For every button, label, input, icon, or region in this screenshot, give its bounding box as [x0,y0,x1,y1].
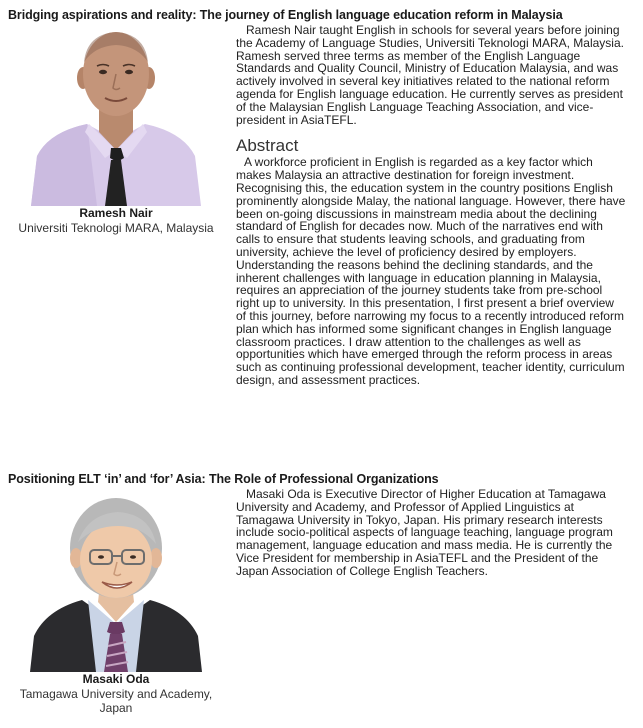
speaker-name: Ramesh Nair [79,206,153,220]
talk-text [236,488,626,578]
speaker-bio: Masaki Oda is Executive Director of Higher Education at Tamagawa University and Academy, and Professor of Applied Linguistics at Tamagawa University in Tokyo, Japan. His primary research interests include socio-political aspects of language teaching, language program management, language education and mass media. He is currently the Vice President for membership in AsiaTEFL and the President of the Japan Association of College English Teachers. [236,487,613,578]
speaker-name: Masaki Oda [82,672,150,686]
talk-text [236,24,626,387]
speaker-card [0,28,232,235]
talk-title: Positioning ELT ‘in’ and ‘for’ Asia: The Role of Professional Organizations [8,472,439,486]
abstract-heading: Abstract [236,136,299,156]
speaker-bio: Ramesh Nair taught English in schools for several years before joining the Academy of Language Studies, Universiti Teknologi MARA, Malaysia. Ramesh served three terms as member of the English Language Standards and Quality Council, Ministry of Education Malaysia, and was actively involved in several key initiatives related to the national reform agenda for English language education. He currently serves as president of the Malaysian English Language Teaching Association, and vice-president in AsiaTEFL. [236,23,624,127]
speaker-affiliation: Tamagawa University and Academy, Japan [19,687,213,715]
speaker-card [0,496,232,715]
speaker-photo-ramesh-nair [27,28,205,206]
abstract-text: A workforce proficient in English is regarded as a key factor which makes Malaysia an attractive destination for foreign investment. Recognising this, the education system in the country positions English prominently alongside Malay, the national language. However, there have been on-going discussions in mainstream media about the declining standard of English for decades now. Much of the narratives end with calls to ensure that students leaving schools, and graduating from university, achieve the level of proficiency desired by employers. Understanding the reasons behind the declining standards, and the inherent challenges with language in education planning in Malaysia, requires an appreciation of the journey students take from pre-school right up to university. In this presentation, I first present a brief overview of this journey, before narrowing my focus to a recently introduced reform plan which has informed some significant changes in English language classroom practices. I draw attention to the challenges as well as opportunities which have emerged through the reform process in areas such as continuing professional development, teacher identity, curriculum design, and assessment practices. [236,155,626,387]
talk-title: Bridging aspirations and reality: The journey of English language education reform in Malaysia [8,8,563,22]
speaker-affiliation: Universiti Teknologi MARA, Malaysia [18,221,214,235]
speaker-photo-masaki-oda [30,496,202,672]
